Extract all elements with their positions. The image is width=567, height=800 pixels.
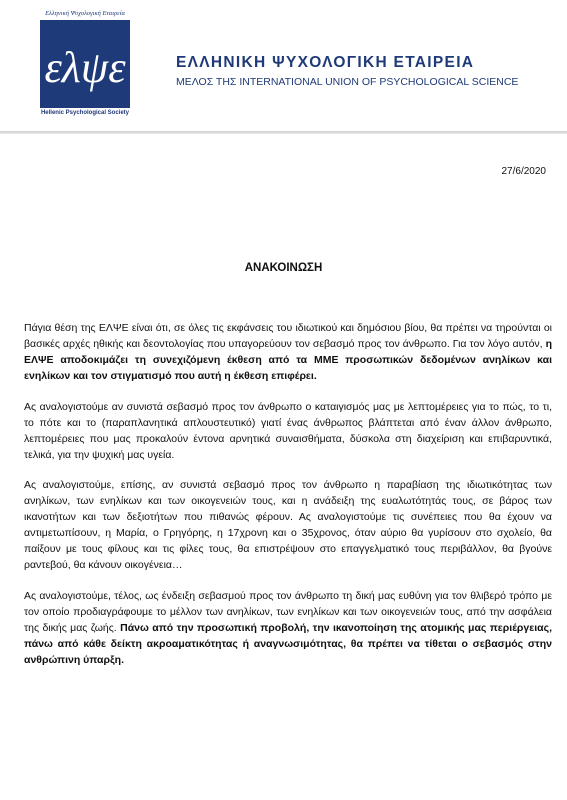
header-divider bbox=[0, 131, 567, 134]
logo-letters-graphic bbox=[40, 20, 130, 108]
society-logo bbox=[36, 10, 134, 118]
logo-letters: ελψε bbox=[44, 43, 126, 92]
document-date: 27/6/2020 bbox=[501, 166, 546, 177]
paragraph-4-bold-b: , την ικανοποίηση της ατομικής μας περιέργειας, bbox=[306, 621, 553, 634]
paragraph-4-text: Ας αναλογιστούμε, τέλος, ως ένδειξη σεβασμού προς τον άνθρωπο τη δική μας ευθύνη για τον θλιβερό τρόπο με τον οποίο προδιαγράφουμε το μέλλον των ανηλίκων, των ενηλίκων και των οικογενειών τους, από την ασφάλεια της δικής μας ζωής. bbox=[24, 589, 552, 634]
paragraph-4-bold-a: Πάνω από την προσωπική προβολή bbox=[120, 621, 307, 634]
letterhead bbox=[0, 0, 567, 130]
logo-emblem bbox=[40, 20, 130, 108]
document-body bbox=[24, 320, 552, 682]
logo-top-text: Ελληνική Ψυχολογική Εταιρεία bbox=[45, 10, 125, 17]
paragraph-1-bold: η ΕΛΨΕ αποδοκιμάζει τη συνεχιζόμενη έκθεση από τα ΜΜΕ προσωπικών δεδομένων ανηλίκων και ενηλίκων και τον στιγματισμό που αυτή η έκθεση επιφέρει. bbox=[24, 338, 552, 382]
paragraph-1-text: Πάγια θέση της ΕΛΨΕ είναι ότι, σε όλες τις εκφάνσεις του ιδιωτικού και δημόσιου βίου, θα πρέπει να τηρούνται οι βασικές αρχές ηθικής και δεοντολογίας που υπαγορεύουν τον σεβασμό προς τον άνθρωπο. Για τον λόγο αυτόν, bbox=[24, 322, 552, 350]
organization-subtitle: ΜΕΛΟΣ ΤΗΣ INTERNATIONAL UNION OF PSYCHOLOGICAL SCIENCE bbox=[176, 76, 519, 88]
paragraph-1 bbox=[24, 320, 552, 384]
paragraph-4-bold-c: πάνω από κάθε δείκτη ακροαματικότητας ή αναγνωσιμότητας bbox=[24, 637, 344, 650]
document-title: ΑΝΑΚΟΙΝΩΣΗ bbox=[244, 262, 323, 274]
organization-name: ΕΛΛΗΝΙΚΗ ΨΥΧΟΛΟΓΙΚΗ ΕΤΑΙΡΕΙΑ bbox=[176, 54, 475, 71]
paragraph-4 bbox=[24, 588, 552, 668]
logo-bottom-text: Hellenic Psychological Society bbox=[40, 110, 130, 116]
paragraph-2: Ας αναλογιστούμε αν συνιστά σεβασμό προς τον άνθρωπο ο καταιγισμός μας με λεπτομέρειες για το πώς, το τι, το πότε και το (παραπλανητικά απλουστευτικό) γιατί ένας άνθρωπος βλάπτεται από έναν άλλον άνθρωπο, λεπτομέρειες που μας προκαλούν έντονα αρνητικά συναισθήματα, δύσκολα στη διαχείριση και επιβαρυντικά, τελικά, για την ψυχική μας υγεία. bbox=[24, 400, 552, 461]
paragraph-4-bold-d: , θα πρέπει να τίθεται ο σεβασμός στην ανθρώπινη ύπαρξη. bbox=[24, 637, 552, 666]
paragraph-3: Ας αναλογιστούμε, επίσης, αν συνιστά σεβασμό προς τον άνθρωπο η παραβίαση της ιδιωτικότητας των ανηλίκων, των ενηλίκων και των οικογενειών τους, και η ανάδειξη της ευαλωτότητάς τους, σε βάρος των ικανοτήτων και των δεξιοτήτων που πιθανώς φέρουν. Ας αναλογιστούμε τις συνέπειες που θα έχουν να αντιμετωπίσουν, η Μαρία, ο Γρηγόρης, η 17χρονη και ο 35χρονος, όταν αύριο θα γυρίσουν στο σχολείο, θα παίξουν με τους φίλους και τις φίλες τους, θα επιστρέψουν στο επαγγελματικό τους περιβάλλον, θα βγούνε ραντεβού, θα κάνουν οικογένεια… bbox=[24, 479, 552, 571]
